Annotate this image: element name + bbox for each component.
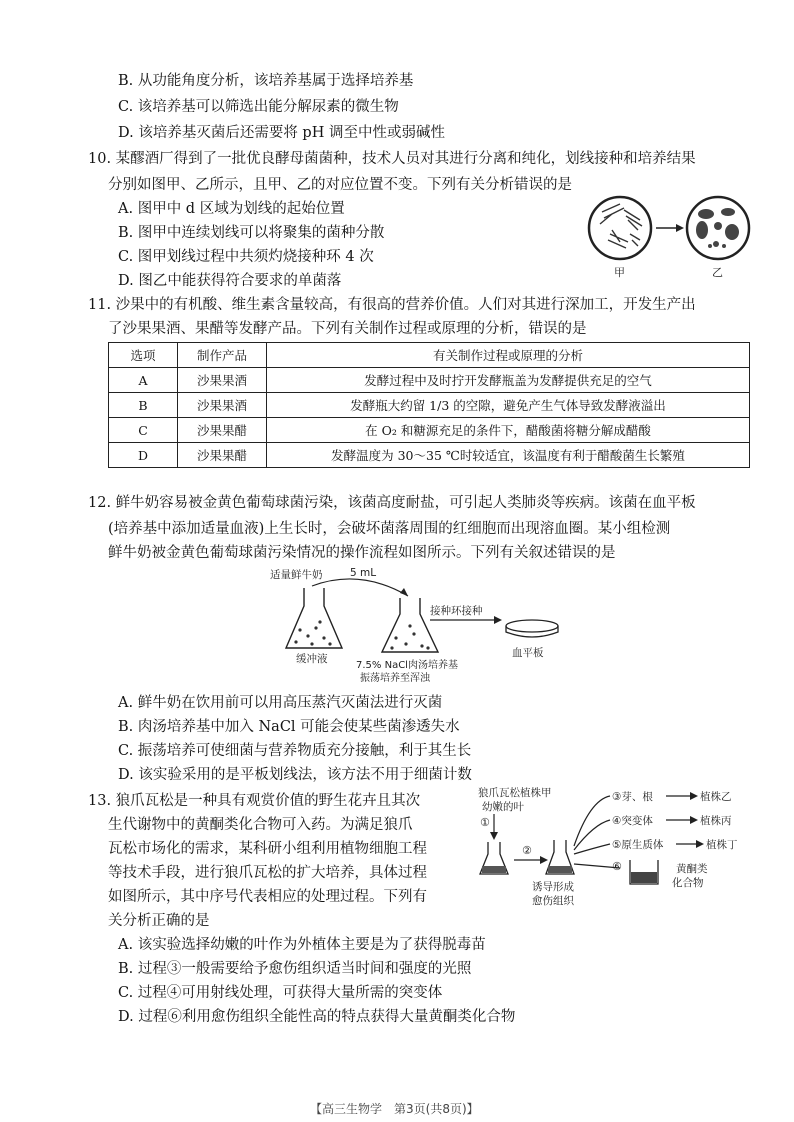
q13-culture-figure: [470, 780, 770, 910]
table-cell: 发酵温度为 30～35 ℃时较适宜，该温度有利于醋酸菌生长繁殖: [267, 443, 750, 468]
q9-option-d: D. 该培养基灭菌后还需要将 pH 调至中性或弱碱性: [118, 125, 445, 141]
q13-stem-line2: 生代谢物中的黄酮类化合物可入药。为满足狼爪: [108, 817, 413, 833]
petri-dish-icon: [506, 620, 558, 637]
q12-option-b: B. 肉汤培养基中加入 NaCl 可能会使某些菌渗透失水: [118, 719, 460, 735]
fig-step1-label: ①: [480, 816, 490, 829]
q10-option-b: B. 图甲中连续划线可以将聚集的菌种分散: [118, 225, 385, 241]
table-header-row: [109, 343, 750, 368]
table-cell: 发酵瓶大约留 1/3 的空隙，避免产生气体导致发酵液溢出: [267, 393, 750, 418]
transfer-arrow-icon: [312, 579, 408, 596]
table-cell: 沙果果醋: [178, 418, 267, 443]
q9-option-c: C. 该培养基可以筛选出能分解尿素的微生物: [118, 99, 399, 115]
q10-streak-figure: [580, 190, 760, 280]
table-cell: C: [109, 418, 178, 443]
streak-lines-icon: [600, 204, 642, 248]
fig-inoculate-label: 接种环接种: [430, 605, 483, 617]
fig-label-a: 甲: [614, 266, 625, 279]
q13-stem-line4: 等技术手段，进行狼爪瓦松的扩大培养，具体过程: [108, 865, 427, 881]
q10-option-d: D. 图乙中能获得符合要求的单菌落: [118, 273, 342, 289]
colony-growth-icon: [696, 208, 739, 248]
q13-option-a: A. 该实验选择幼嫩的叶作为外植体主要是为了获得脱毒苗: [118, 937, 486, 953]
table-cell: 沙果果醋: [178, 443, 267, 468]
fig-flavonoid1-label: 黄酮类: [676, 863, 708, 875]
q13-stem-line3: 瓦松市场化的需求，某科研小组利用植物细胞工程: [108, 841, 427, 857]
q9-option-b: B. 从功能角度分析，该培养基属于选择培养基: [118, 73, 414, 89]
q10-stem-line1: 10. 某醪酒厂得到了一批优良酵母菌菌种，技术人员对其进行分离和纯化，划线接种和培养结果: [88, 151, 696, 167]
table-cell: 发酵过程中及时拧开发酵瓶盖为发酵提供充足的空气: [267, 368, 750, 393]
branch-arrows-icon: [574, 796, 620, 868]
fig-plant-d-label: 植株丁: [706, 839, 738, 851]
fig-source1-label: 狼爪瓦松植株甲: [478, 787, 552, 799]
q12-option-a: A. 鲜牛奶在饮用前可以用高压蒸汽灭菌法进行灭菌: [118, 695, 443, 711]
q12-stem-line2: (培养基中添加适量血液)上生长时，会破坏菌落周围的红细胞而出现溶血圈。某小组检测: [108, 521, 671, 537]
table-header: 制作产品: [178, 343, 267, 368]
table-cell: 沙果果酒: [178, 368, 267, 393]
fig-plate-label: 血平板: [512, 647, 544, 659]
q12-option-d: D. 该实验采用的是平板划线法，该方法不用于细菌计数: [118, 767, 472, 783]
fig-step5-label: ⑤原生质体: [612, 839, 664, 851]
arrow-right-icon: [676, 224, 684, 232]
q13-option-d: D. 过程⑥利用愈伤组织全能性高的特点获得大量黄酮类化合物: [118, 1009, 516, 1025]
fig-callus2-label: 愈伤组织: [532, 895, 574, 907]
fig-label-b: 乙: [712, 266, 723, 279]
table-row: [109, 393, 750, 418]
arrow-right-icon: [690, 816, 698, 824]
table-cell: D: [109, 443, 178, 468]
fig-source2-label: 幼嫩的叶: [482, 801, 524, 813]
table-header: 有关制作过程或原理的分析: [267, 343, 750, 368]
bacteria-dots-icon: [390, 624, 429, 649]
arrow-right-icon: [540, 856, 548, 864]
table-row: [109, 418, 750, 443]
q12-option-c: C. 振荡培养可使细菌与营养物质充分接触，利于其生长: [118, 743, 472, 759]
q10-stem-line2: 分别如图甲、乙所示，且甲、乙的对应位置不变。下列有关分析错误的是: [108, 177, 572, 193]
arrow-down-icon: [490, 832, 498, 840]
q11-table: [108, 342, 750, 468]
q10-option-a: A. 图甲中 d 区域为划线的起始位置: [118, 201, 345, 217]
page-footer: 【高三生物学 第3页(共8页)】: [310, 1102, 479, 1116]
table-header: 选项: [109, 343, 178, 368]
q13-stem-line5: 如图所示，其中序号代表相应的处理过程。下列有: [108, 889, 427, 905]
fig-milk-label: 适量鲜牛奶: [270, 569, 323, 581]
arrow-right-icon: [690, 792, 698, 800]
arrow-right-icon: [494, 616, 502, 624]
fig-step2-label: ②: [522, 844, 532, 857]
q13-stem-line6: 关分析正确的是: [108, 913, 210, 929]
fig-step4-label: ④突变体: [612, 815, 653, 827]
flask-icon: [286, 588, 342, 648]
fig-plant-b-label: 植株乙: [700, 791, 732, 803]
q10-option-c: C. 图甲划线过程中共须灼烧接种环 4 次: [118, 249, 374, 265]
table-row: [109, 443, 750, 468]
q13-stem-line1: 13. 狼爪瓦松是一种具有观赏价值的野生花卉且其次: [88, 793, 421, 809]
q11-stem-line1: 11. 沙果中的有机酸、维生素含量较高，有很高的营养价值。人们对其进行深加工，开发生产出: [88, 297, 696, 313]
table-cell: 沙果果酒: [178, 393, 267, 418]
fig-broth-label: 7.5% NaCl肉汤培养基: [356, 660, 458, 671]
q12-procedure-figure: [250, 564, 570, 684]
table-cell: A: [109, 368, 178, 393]
table-cell: 在 O₂ 和糖源充足的条件下，醋酸菌将糖分解成醋酸: [267, 418, 750, 443]
q13-option-b: B. 过程③一般需要给予愈伤组织适当时间和强度的光照: [118, 961, 472, 977]
fig-buffer-label: 缓冲液: [296, 653, 328, 665]
fig-plant-c-label: 植株丙: [700, 815, 732, 827]
arrow-right-icon: [696, 840, 704, 848]
table-cell: B: [109, 393, 178, 418]
table-row: [109, 368, 750, 393]
q12-stem-line3: 鲜牛奶被金黄色葡萄球菌污染情况的操作流程如图所示。下列有关叙述错误的是: [108, 545, 616, 561]
fig-step3-label: ③芽、根: [612, 791, 653, 803]
q13-option-c: C. 过程④可用射线处理，可获得大量所需的突变体: [118, 985, 443, 1001]
q12-stem-line1: 12. 鲜牛奶容易被金黄色葡萄球菌污染，该菌高度耐盐，可引起人类肺炎等疾病。该菌在血平板: [88, 495, 696, 511]
fig-shake-label: 振荡培养至浑浊: [360, 673, 430, 684]
plate-a-outline: [589, 197, 651, 259]
fig-callus1-label: 诱导形成: [532, 881, 574, 893]
fig-volume-label: 5 mL: [350, 567, 377, 579]
bacteria-dots-icon: [294, 620, 331, 645]
q11-stem-line2: 了沙果果酒、果醋等发酵产品。下列有关制作过程或原理的分析，错误的是: [108, 321, 587, 337]
fig-step6-label: ⑥: [612, 860, 622, 873]
fig-flavonoid2-label: 化合物: [672, 877, 704, 889]
